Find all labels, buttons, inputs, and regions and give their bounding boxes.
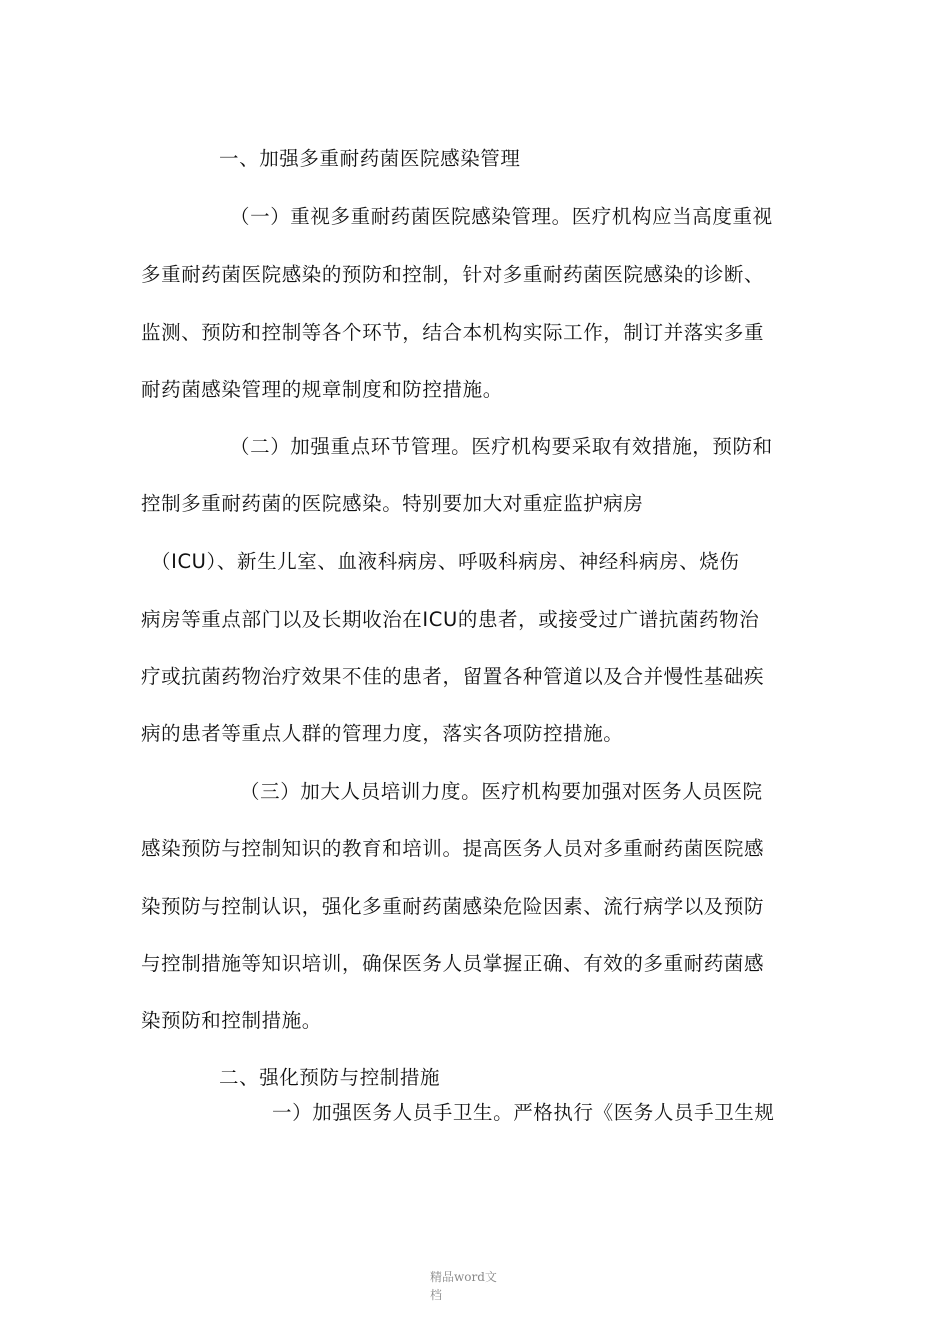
paragraph-line: （ICU）、新生儿室、血液科病房、呼吸科病房、神经科病房、烧伤: [151, 550, 740, 573]
heading-section-1: 一、加强多重耐药菌医院感染管理: [219, 147, 521, 170]
paragraph-line: （三）加大人员培训力度。医疗机构要加强对医务人员医院: [240, 780, 763, 803]
paragraph-line: 一）加强医务人员手卫生。严格执行《医务人员手卫生规: [272, 1101, 775, 1124]
paragraph-line: 与控制措施等知识培训，确保医务人员掌握正确、有效的多重耐药菌感: [141, 952, 765, 975]
paragraph-line: 疗或抗菌药物治疗效果不佳的患者，留置各种管道以及合并慢性基础疾: [141, 665, 765, 688]
page-footer: [430, 1268, 520, 1304]
footer-watermark-line-2: 档: [430, 1288, 443, 1302]
paragraph-line: 病的患者等重点人群的管理力度，落实各项防控措施。: [141, 722, 624, 745]
paragraph-line: （二）加强重点环节管理。医疗机构要采取有效措施，预防和: [230, 435, 773, 458]
paragraph-line: 监测、预防和控制等各个环节，结合本机构实际工作，制订并落实多重: [141, 321, 765, 344]
paragraph-line: 控制多重耐药菌的医院感染。特别要加大对重症监护病房: [141, 492, 644, 515]
heading-section-2: 二、强化预防与控制措施: [219, 1066, 441, 1089]
paragraph-line: 多重耐药菌医院感染的预防和控制，针对多重耐药菌医院感染的诊断、: [141, 263, 765, 286]
paragraph-line: 感染预防与控制知识的教育和培训。提高医务人员对多重耐药菌医院感: [141, 837, 765, 860]
paragraph-line: 耐药菌感染管理的规章制度和防控措施。: [141, 378, 503, 401]
paragraph-line: （一）重视多重耐药菌医院感染管理。医疗机构应当高度重视: [230, 205, 773, 228]
paragraph-line: 染预防与控制认识，强化多重耐药菌感染危险因素、流行病学以及预防: [141, 895, 765, 918]
paragraph-line: 病房等重点部门以及长期收治在ICU的患者，或接受过广谱抗菌药物治: [141, 608, 760, 631]
footer-watermark-line-1: 精品word文: [430, 1270, 497, 1284]
paragraph-line: 染预防和控制措施。: [141, 1009, 322, 1032]
